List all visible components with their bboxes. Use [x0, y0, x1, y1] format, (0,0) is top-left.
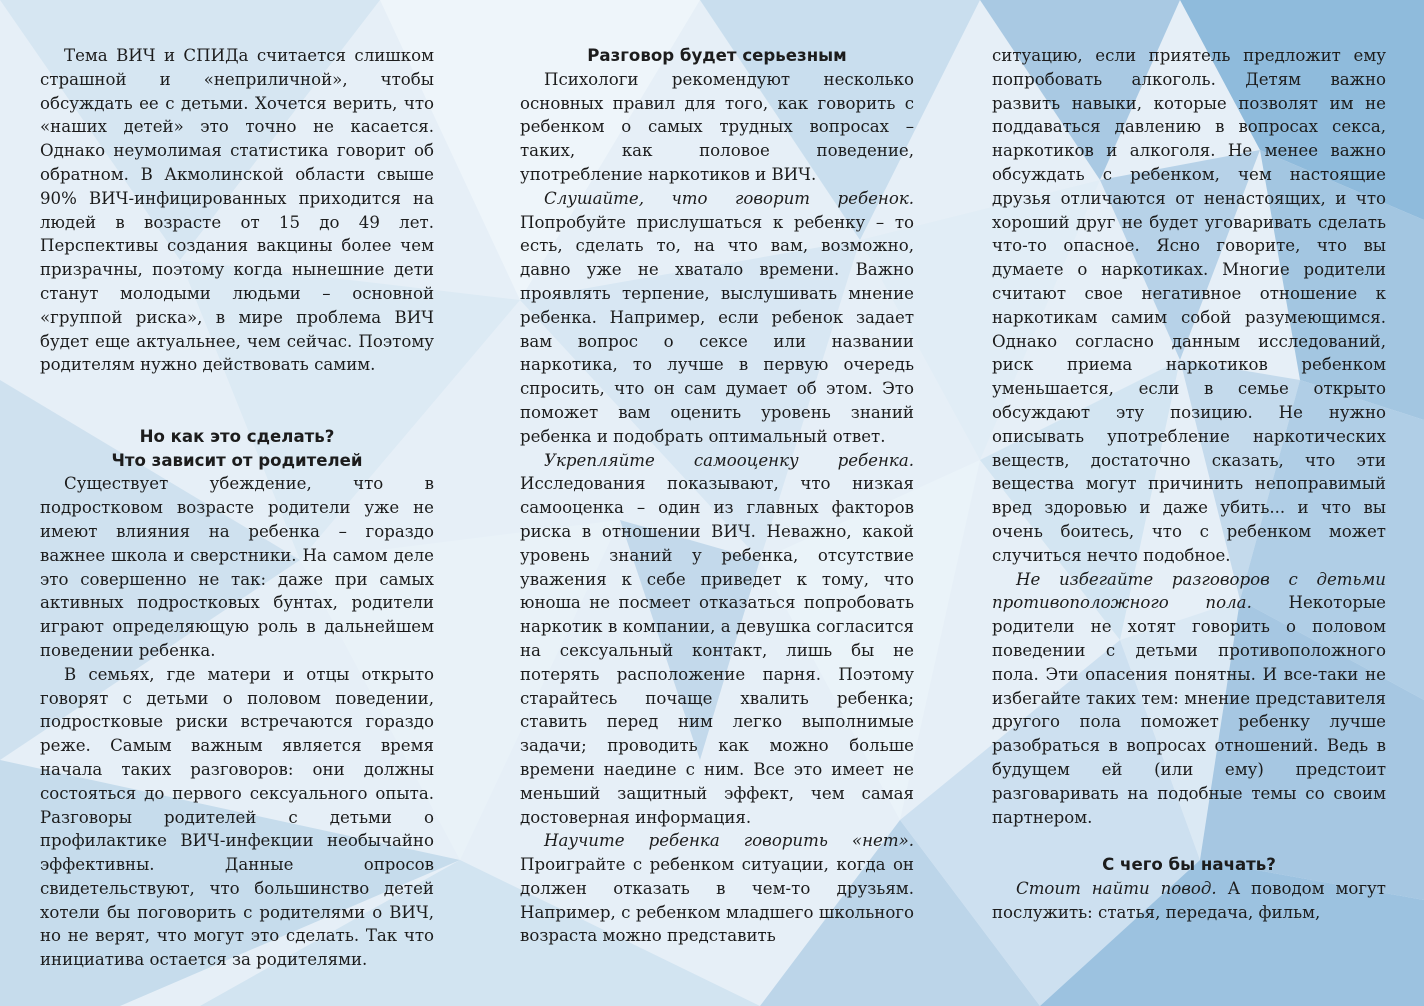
intro-paragraph: Тема ВИЧ и СПИДа считается слишком страшной и «неприличной», чтобы обсуждать ее с детьми. Хочется верить, что «наших детей» это точно не касается. Однако неумолимая статистика говорит об обратном. В Акмолинской области свыше 90% ВИЧ-инфицированных приходится на людей в возрасте от 15 до 49 лет. Перспективы создания вакцины более чем призрачны, поэтому когда нынешние дети станут молодыми людьми – основной «группой риска», в мире проблема ВИЧ будет еще актуальнее, чем сейчас. Поэтому родителям нужно действовать самим.: [40, 46, 434, 375]
paragraph: ситуацию, если приятель предложит ему попробовать алкоголь. Детям важно развить навыки, которые позволят им не поддаваться давлению в вопросах секса, наркотиков и алкоголя. Не менее важно обсуждать с ребенком, чем настоящие друзья отличаются от ненастоящих, и что хороший друг не будет уговаривать сделать что-то опасное. Ясно говорите, что вы думаете о наркотиках. Многие родители считают свое негативное отношение к наркотикам самим собой разумеющимся. Однако согласно данным исследований, риск приема наркотиков ребенком уменьшается, если в семье открыто обсуждают эту позицию. Не нужно описывать употребление наркотических веществ, достаточно сказать, что эти вещества могут причинить непоправимый вред здоровью и даже убить... и что вы очень боитесь, что с ребенком может случиться нечто подобное.: [992, 46, 1386, 565]
paragraph-lead: Слушайте, что говорит ребенок.: [544, 188, 914, 208]
paragraph-body: Попробуйте прислушаться к ребенку – то есть, сделать то, на что вам, возможно, давно уже не хватало времени. Важно проявлять терпение, выслушивать мнение ребенка. Например, если ребенок задает вам вопрос о сексе или названии наркотика, то лучше в первую очередь спросить, что он сам думает об этом. Это поможет вам оценить уровень знаний ребенка и подобрать оптимальный ответ.: [520, 212, 914, 446]
paragraph-lead: Научите ребенка говорить «нет».: [544, 831, 914, 851]
section-heading: Разговор будет серьезным: [587, 46, 847, 65]
paragraph-body: А поводом могут послужить: статья, передача, фильм,: [992, 878, 1386, 922]
section-heading: С чего бы начать?: [1102, 855, 1276, 875]
section-heading-line-1: Но как это сделать?: [139, 426, 335, 446]
paragraph: В семьях, где матери и отцы открыто говорят с детьми о половом поведении, подростковые риски встречаются гораздо реже. Самым важным является время начала таких разговоров: они должны состояться до первого сексуального опыта. Разговоры родителей с детьми о профилактике ВИЧ-инфекции необычайно эффективны. Данные опросов свидетельствуют, что большинство детей хотели бы поговорить с родителями о ВИЧ, но не верят, что могут это сделать. Так что инициатива остается за родителями.: [40, 664, 434, 970]
paragraph: [992, 568, 1386, 830]
paragraph: [520, 187, 914, 449]
column-1: [40, 44, 434, 972]
paragraph-body: Исследования показывают, что низкая самооценка – один из главных факторов риска в отношении ВИЧ. Неважно, какой уровень знаний у ребенка, отсутствие уважения к себе приведет к тому, что юноша не посмеет отказаться попробовать наркотик в компании, а девушка согласится на сексуальный контакт, лишь бы не потерять расположение парня. Поэтому старайтесь почаще хвалить ребенка; ставить перед ним легко выполнимые задачи; проводить как можно больше времени наедине с ним. Все это имеет не меньший защитный эффект, чем самая достоверная информация.: [520, 474, 914, 827]
paragraph-lead: Стоит найти повод.: [1016, 878, 1217, 898]
paragraph: Психологи рекомендуют несколько основных правил для того, как говорить с ребенком о самых трудных вопросах – таких, как половое поведение, употребление наркотиков и ВИЧ.: [520, 69, 914, 184]
paragraph: [992, 877, 1386, 925]
section-heading-line-2: Что зависит от родителей: [111, 450, 363, 470]
paragraph-lead: Укрепляйте самооценку ребенка.: [544, 450, 914, 470]
paragraph: Существует убеждение, что в подростковом возрасте родители уже не имеют влияния на ребенка – гораздо важнее школа и сверстники. На самом деле это совершенно не так: даже при самых активных подростковых бунтах, родители играют определяющую роль в дальнейшем поведении ребенка.: [40, 474, 434, 660]
paragraph-lead: Не избегайте разговоров с детьми противоположного пола.: [992, 569, 1386, 613]
column-2: [520, 44, 914, 948]
paragraph: [520, 829, 914, 948]
paragraph-body: Некоторые родители не хотят говорить о половом поведении с детьми противоположного пола. Эти опасения понятны. И все-таки не избегайте таких тем: мнение представителя другого пола поможет ребенку лучше разобраться в вопросах отношений. Ведь в будущем ей (или ему) предстоит разговаривать на подобные темы со своим партнером.: [992, 593, 1386, 827]
paragraph-body: Проиграйте с ребенком ситуации, когда он должен отказать в чем-то друзьям. Например, с ребенком младшего школьного возраста можно представить: [520, 855, 914, 946]
column-3: [992, 44, 1386, 924]
paragraph: [520, 449, 914, 830]
